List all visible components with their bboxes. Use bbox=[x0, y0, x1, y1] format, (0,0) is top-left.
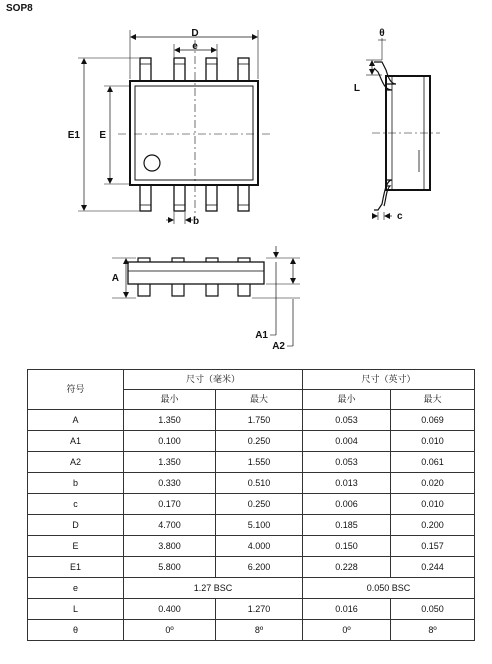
table-row: b 0.330 0.510 0.013 0.020 bbox=[28, 473, 475, 494]
table-row: A 1.350 1.750 0.053 0.069 bbox=[28, 410, 475, 431]
label-e-body: E bbox=[99, 130, 106, 141]
dimension-table bbox=[27, 369, 475, 641]
label-c: c bbox=[397, 211, 403, 222]
package-title: SOP8 bbox=[6, 3, 33, 14]
inch-max-header: 最大 bbox=[391, 390, 475, 410]
label-a1: A1 bbox=[255, 330, 268, 341]
label-theta: θ bbox=[379, 28, 385, 39]
table-row: c 0.170 0.250 0.006 0.010 bbox=[28, 494, 475, 515]
front-view bbox=[112, 246, 300, 346]
label-d: D bbox=[191, 28, 199, 39]
table-row: A1 0.100 0.250 0.004 0.010 bbox=[28, 431, 475, 452]
table-row: E 3.800 4.000 0.150 0.157 bbox=[28, 536, 475, 557]
end-view bbox=[366, 38, 440, 220]
label-e-pitch: e bbox=[192, 41, 198, 52]
table-row: A2 1.350 1.550 0.053 0.061 bbox=[28, 452, 475, 473]
inch-min-header: 最小 bbox=[303, 390, 391, 410]
label-b: b bbox=[192, 216, 200, 227]
inch-header: 尺寸（英寸） bbox=[303, 370, 475, 390]
table-row-theta: θ 0º 8º 0º 8º bbox=[28, 620, 475, 641]
table-row: E1 5.800 6.200 0.228 0.244 bbox=[28, 557, 475, 578]
symbol-header: 符号 bbox=[28, 370, 124, 410]
mm-header: 尺寸（毫米） bbox=[124, 370, 303, 390]
mm-min-header: 最小 bbox=[124, 390, 216, 410]
table-row: D 4.700 5.100 0.185 0.200 bbox=[28, 515, 475, 536]
label-a2: A2 bbox=[272, 341, 285, 352]
label-a: A bbox=[111, 273, 119, 284]
label-l: L bbox=[353, 83, 360, 94]
table-row-l: L 0.400 1.270 0.016 0.050 bbox=[28, 599, 475, 620]
top-view bbox=[78, 30, 270, 224]
table-row-e: e 1.27 BSC 0.050 BSC bbox=[28, 578, 475, 599]
label-e1: E1 bbox=[67, 130, 80, 141]
mm-max-header: 最大 bbox=[216, 390, 303, 410]
